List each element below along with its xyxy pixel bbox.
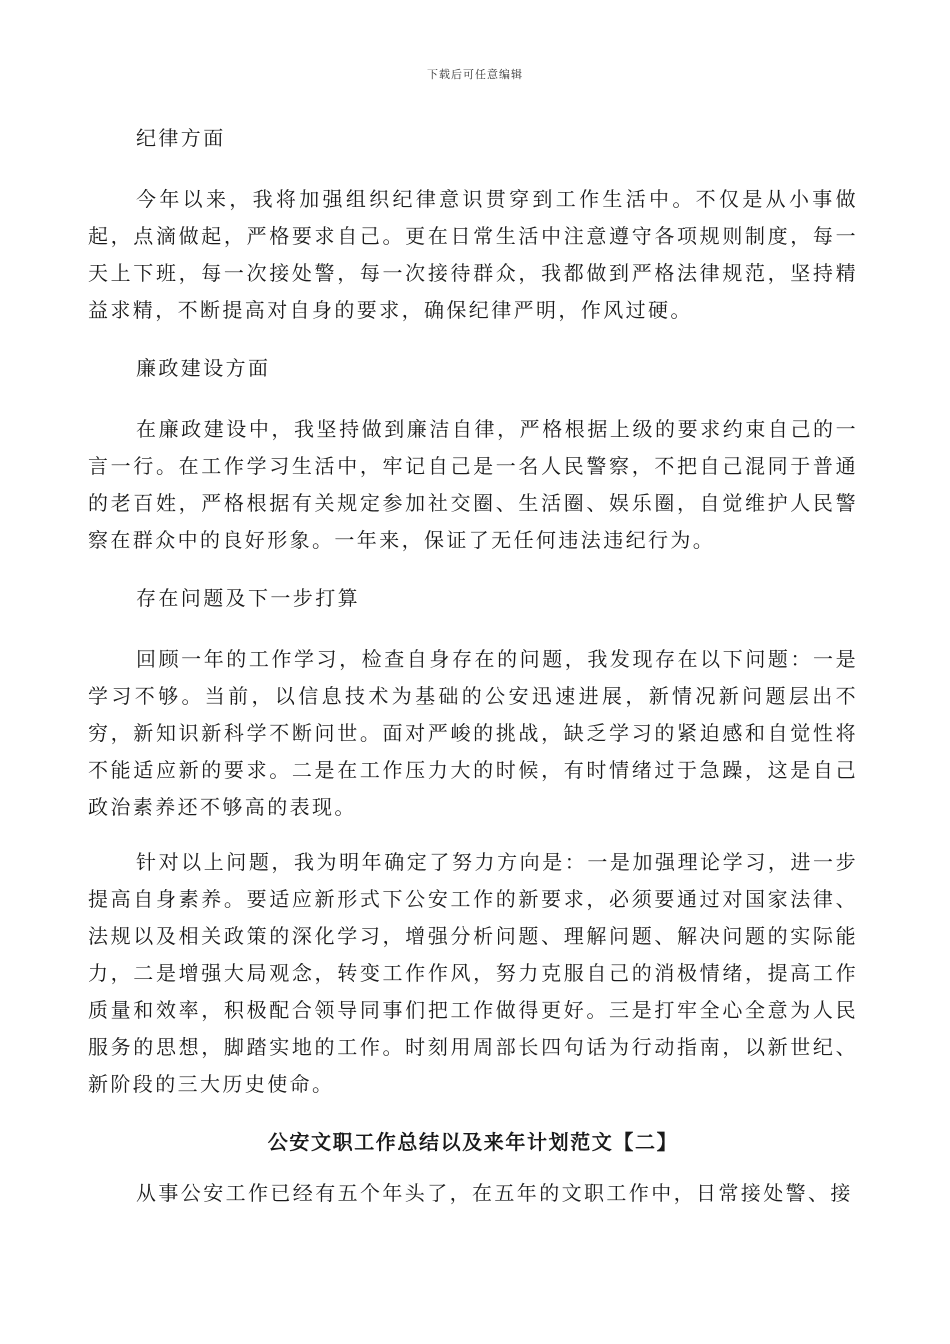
document-body xyxy=(88,118,858,1231)
paragraph-discipline: 今年以来，我将加强组织纪律意识贯穿到工作生活中。不仅是从小事做起，点滴做起，严格要求自己。更在日常生活中注意遵守各项规则制度，每一天上下班，每一次接处警，每一次接待群众，我都做到严格法律规范，坚持精益求精，不断提高对自身的要求，确保纪律严明，作风过硬。 xyxy=(88,187,858,322)
section-heading-discipline: 纪律方面 xyxy=(136,126,226,150)
section-heading-integrity: 廉政建设方面 xyxy=(136,356,271,380)
article-2-title: 公安文职工作总结以及来年计划范文【二】 xyxy=(267,1130,679,1154)
paragraph-integrity: 在廉政建设中，我坚持做到廉洁自律，严格根据上级的要求约束自己的一言一行。在工作学习生活中，牢记自己是一名人民警察，不把自己混同于普通的老百姓，严格根据有关规定参加社交圈、生活圈、娱乐圈，自觉维护人民警察在群众中的良好形象。一年来，保证了无任何违法违纪行为。 xyxy=(88,417,858,552)
section-heading-problems: 存在问题及下一步打算 xyxy=(136,586,360,610)
paragraph-next-steps: 针对以上问题，我为明年确定了努力方向是：一是加强理论学习，进一步提高自身素养。要适应新形式下公安工作的新要求，必须要通过对国家法律、法规以及相关政策的深化学习，增强分析问题、理解问题、解决问题的实际能力，二是增强大局观念，转变工作作风，努力克服自己的消极情绪，提高工作质量和效率，积极配合领导同事们把工作做得更好。三是打牢全心全意为人民服务的思想，脚踏实地的工作。时刻用周部长四句话为行动指南，以新世纪、新阶段的三大历史使命。 xyxy=(88,850,858,1096)
article-2-opening-paragraph: 从事公安工作已经有五个年头了，在五年的文职工作中，日常接处警、接 xyxy=(136,1181,853,1205)
paragraph-problems: 回顾一年的工作学习，检查自身存在的问题，我发现存在以下问题：一是学习不够。当前，以信息技术为基础的公安迅速进展，新情况新问题层出不穷，新知识新科学不断问世。面对严峻的挑战，缺乏学习的紧迫感和自觉性将不能适应新的要求。二是在工作压力大的时候，有时情绪过于急躁，这是自己政治素养还不够高的表现。 xyxy=(88,647,858,819)
page-header-note: 下载后可任意编辑 xyxy=(427,68,523,81)
